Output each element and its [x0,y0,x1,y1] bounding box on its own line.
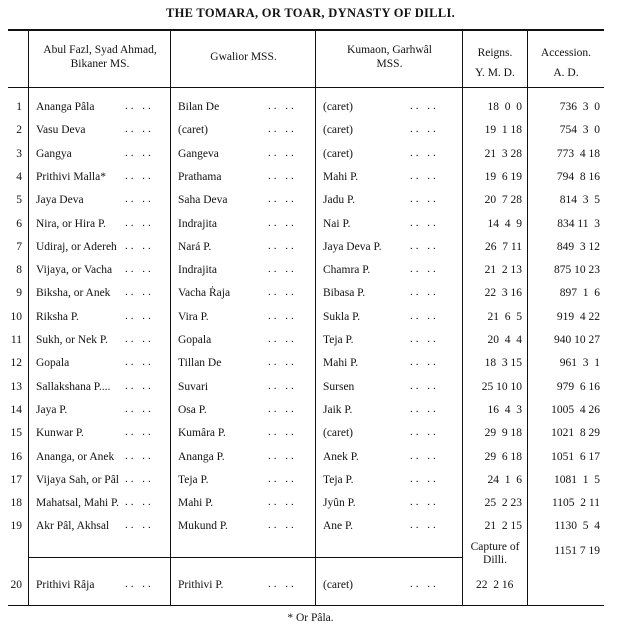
abul-fazl-name: Udiraj, or Adereh [36,241,117,253]
abul-fazl-name: Sukh, or Nek P. [36,334,108,346]
accession-date: 897 1 6 [559,287,600,299]
gwalior-name: Gangeva [178,148,219,160]
row-number: 6 [16,218,22,230]
gwalior-name: Vira P. [178,311,209,323]
leader-dots: .. .. [268,403,297,415]
leader-dots: .. .. [125,450,154,462]
reign-length: 20 7 28 [484,194,522,206]
row-number: 7 [16,241,22,253]
leader-dots: .. .. [410,473,439,485]
kumaon-name: Mahi P. [323,357,359,369]
gwalior-name: Vacha Ṙaja [178,287,231,299]
leader-dots: .. .. [410,496,439,508]
reign-length: 21 3 28 [484,148,522,160]
col-divider [315,31,316,605]
kumaon-name: Anek P. [323,451,359,463]
header-rule [8,87,604,88]
leader-dots: .. .. [268,519,297,531]
leader-dots: .. .. [410,170,439,182]
gwalior-name: Osa P. [178,404,207,416]
leader-dots: .. .. [125,100,154,112]
row-number: 4 [16,171,22,183]
kumaon-name: Jadu P. [323,194,355,206]
reign-length: 14 4 9 [487,218,522,230]
row-number: 13 [10,381,22,393]
leader-dots: .. .. [125,356,154,368]
leader-dots: .. .. [410,578,439,590]
row-number: 9 [16,287,22,299]
row-number: 15 [10,427,22,439]
reign-length: 22 3 16 [484,287,522,299]
leader-dots: .. .. [125,578,154,590]
gwalior-name: Mukund P. [178,520,228,532]
accession-date: 919 4 22 [556,311,600,323]
leader-dots: .. .. [410,263,439,275]
kumaon-name: (caret) [323,579,353,591]
leader-dots: .. .. [125,263,154,275]
leader-dots: .. .. [268,193,297,205]
gwalior-name: Indrajita [178,264,217,276]
leader-dots: .. .. [410,193,439,205]
reign-length: 19 1 18 [484,124,522,136]
reign-length: 24 1 6 [487,474,522,486]
abul-fazl-name: Mahatsal, Mahi P. [36,497,120,509]
leader-dots: .. .. [410,147,439,159]
leader-dots: .. .. [410,240,439,252]
reign-length: 29 9 18 [484,427,522,439]
kumaon-name: (caret) [323,124,353,136]
kumaon-name: Jaik P. [323,404,353,416]
kumaon-name: (caret) [323,101,353,113]
row-number: 8 [16,264,22,276]
leader-dots: .. .. [268,356,297,368]
reign-length: 19 6 19 [484,171,522,183]
abul-fazl-name: Vasu Deva [36,124,86,136]
kumaon-name: Jyûn P. [323,497,356,509]
kumaon-name: (caret) [323,148,353,160]
accession-date: 773 4 18 [556,148,600,160]
leader-dots: .. .. [125,217,154,229]
gwalior-name: Teja P. [178,474,209,486]
leader-dots: .. .. [268,496,297,508]
col-divider [170,31,171,605]
leader-dots: .. .. [268,473,297,485]
kumaon-name: Teja P. [323,334,354,346]
row-number: 14 [10,404,22,416]
row-number: 5 [16,194,22,206]
abul-fazl-name: Vijaya, or Vacha [36,264,113,276]
row-number: 17 [10,474,22,486]
leader-dots: .. .. [125,333,154,345]
row-number: 16 [10,451,22,463]
row-number: 1 [16,101,22,113]
reign-length: 25 10 10 [481,381,522,393]
leader-dots: .. .. [410,426,439,438]
reign-length: 29 6 18 [484,451,522,463]
accession-date: 794 8 16 [556,171,600,183]
leader-dots: .. .. [125,519,154,531]
kumaon-name: Sukla P. [323,311,361,323]
accession-date: 1105 2 11 [551,497,600,509]
abul-fazl-name: Ananga Pâla [36,101,95,113]
leader-dots: .. .. [125,286,154,298]
abul-fazl-name: Jaya P. [36,404,68,416]
kumaon-name: Ane P. [323,520,354,532]
reign-length: 21 6 5 [487,311,522,323]
accession-date: 849 3 12 [556,241,600,253]
leader-dots: .. .. [268,333,297,345]
accession-date: 1051 6 17 [551,451,600,463]
leader-dots: .. .. [410,356,439,368]
reign-length: 25 2 23 [484,497,522,509]
leader-dots: .. .. [268,147,297,159]
leader-dots: .. .. [125,170,154,182]
leader-dots: .. .. [268,170,297,182]
gwalior-name: Prathama [178,171,222,183]
header-col1: Abul Fazl, Syad Ahmad, Bikaner MS. [43,44,157,70]
leader-dots: .. .. [410,403,439,415]
gwalior-name: Nará P. [178,241,212,253]
gwalior-name: (caret) [178,124,208,136]
accession-date: 875 10 23 [554,264,600,276]
abul-fazl-name: Jaya Deva [36,194,84,206]
header-col2: Gwalior MSS. [210,51,277,63]
row-number: 18 [10,497,22,509]
leader-dots: .. .. [125,240,154,252]
table-title: THE TOMARA, OR TOAR, DYNASTY OF DILLI. [165,6,456,20]
gwalior-name: Prithivi P. [178,579,224,591]
leader-dots: .. .. [125,426,154,438]
top-rule [8,29,604,31]
capture-date: 1151 7 19 [554,545,600,557]
kumaon-name: Teja P. [323,474,354,486]
col-divider [28,31,29,605]
abul-fazl-name: Prithivi Râja [36,579,95,591]
leader-dots: .. .. [410,380,439,392]
capture-label: Capture of Dilli. [470,541,520,566]
leader-dots: .. .. [268,310,297,322]
kumaon-name: Chamra P. [323,264,371,276]
leader-dots: .. .. [268,578,297,590]
leader-dots: .. .. [268,286,297,298]
leader-dots: .. .. [125,403,154,415]
row-number: 10 [10,311,22,323]
footnote: * Or Pâla. [287,612,334,624]
gwalior-name: Suvari [178,381,209,393]
reign-length: 18 0 0 [487,101,522,113]
abul-fazl-name: Ananga, or Anek [36,451,115,463]
header-reigns: Reigns. Y. M. D. [475,47,515,79]
abul-fazl-name: Nira, or Hira P. [36,218,106,230]
leader-dots: .. .. [125,380,154,392]
leader-dots: .. .. [125,473,154,485]
header-col3: Kumaon, Garhwâl MSS. [347,44,432,70]
reign-length: 21 2 13 [484,264,522,276]
row-number: 20 [10,579,22,591]
leader-dots: .. .. [410,100,439,112]
kumaon-name: Mahi P. [323,171,359,183]
leader-dots: .. .. [268,426,297,438]
accession-date: 1130 5 4 [554,520,600,532]
abul-fazl-name: Gangya [36,148,72,160]
header-accession: Accession. A. D. [540,47,592,79]
leader-dots: .. .. [268,240,297,252]
reign-length: 18 3 15 [484,357,522,369]
kumaon-name: Bibasa P. [323,287,366,299]
leader-dots: .. .. [125,310,154,322]
abul-fazl-name: Prithivi Malla* [36,171,106,183]
gwalior-name: Ananga P. [178,451,225,463]
leader-dots: .. .. [125,496,154,508]
reign-length: 26 7 11 [485,241,522,253]
abul-fazl-name: Kunwar P. [36,427,84,439]
reign-length: 16 4 3 [487,404,522,416]
abul-fazl-name: Vijaya Sah, or Pâl [36,474,119,486]
leader-dots: .. .. [268,450,297,462]
leader-dots: .. .. [410,519,439,531]
accession-date: 814 3 5 [559,194,600,206]
leader-dots: .. .. [410,286,439,298]
abul-fazl-name: Gopala [36,357,70,369]
gwalior-name: Tillan De [178,357,222,369]
col-divider [527,31,528,605]
leader-dots: .. .. [410,333,439,345]
accession-date: 1081 1 5 [554,474,600,486]
abul-fazl-name: Biksha, or Anek [36,287,111,299]
reign-length: 21 2 15 [484,520,522,532]
row-number: 3 [16,148,22,160]
abul-fazl-name: Akr Pâl, Akhsal [36,520,110,532]
row-number: 12 [10,357,22,369]
kumaon-name: (caret) [323,427,353,439]
col-divider [462,31,463,605]
abul-fazl-name: Riksha P. [36,311,79,323]
gwalior-name: Kumâra P. [178,427,226,439]
gwalior-name: Gopala [178,334,212,346]
reign-length: 20 4 4 [487,334,522,346]
leader-dots: .. .. [268,217,297,229]
accession-date: 940 10 27 [554,334,600,346]
leader-dots: .. .. [410,123,439,135]
bottom-rule [8,605,604,606]
row-number: 11 [10,334,22,346]
gwalior-name: Saha Deva [178,194,228,206]
row-number: 2 [16,124,22,136]
leader-dots: .. .. [268,100,297,112]
leader-dots: .. .. [268,123,297,135]
leader-dots: .. .. [410,450,439,462]
gwalior-name: Bilan De [178,101,220,113]
leader-dots: .. .. [410,310,439,322]
leader-dots: .. .. [410,217,439,229]
accession-date: 979 6 16 [556,381,600,393]
kumaon-name: Jaya Deva P. [323,241,382,253]
gwalior-name: Indrajita [178,218,217,230]
accession-date: 1005 4 26 [551,404,600,416]
accession-date: 736 3 0 [559,101,600,113]
capture-rule [28,557,462,558]
gwalior-name: Mahi P. [178,497,214,509]
leader-dots: .. .. [268,263,297,275]
leader-dots: .. .. [125,193,154,205]
accession-date: 961 3 1 [559,357,600,369]
leader-dots: .. .. [268,380,297,392]
accession-date: 1021 8 29 [551,427,600,439]
leader-dots: .. .. [125,123,154,135]
reign-length: 22 2 16 [476,579,514,591]
accession-date: 754 3 0 [559,124,600,136]
abul-fazl-name: Sallakshana P.... [36,381,111,393]
accession-date: 834 11 3 [557,218,600,230]
kumaon-name: Nai P. [323,218,351,230]
kumaon-name: Sursen [323,381,355,393]
row-number: 19 [10,520,22,532]
leader-dots: .. .. [125,147,154,159]
